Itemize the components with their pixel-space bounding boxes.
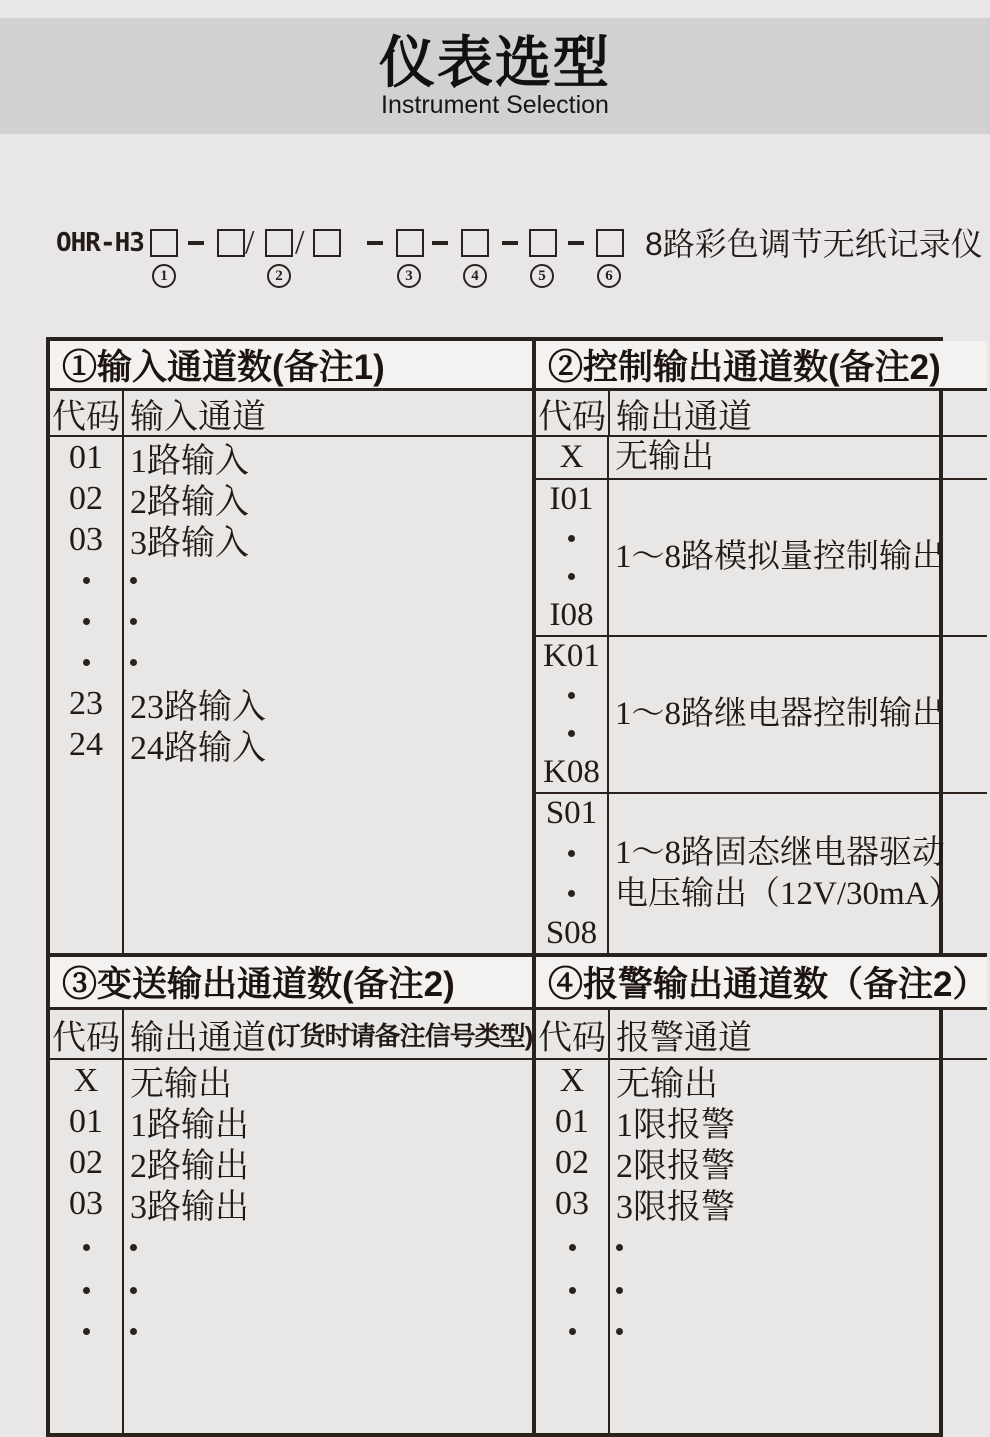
column-header-code: 代码 bbox=[536, 1010, 610, 1058]
section-header-retransmission-channels: ③变送输出通道数(备注2) bbox=[50, 957, 532, 1010]
desc-column bbox=[610, 1060, 987, 1433]
banner bbox=[0, 18, 990, 134]
code-column bbox=[536, 1060, 610, 1433]
dot-ellipsis bbox=[616, 1287, 623, 1294]
code-line: S08 bbox=[545, 914, 598, 951]
circled-number-2: 2 bbox=[267, 264, 291, 288]
desc-cell: 1路输出 bbox=[130, 1107, 249, 1144]
table-row bbox=[536, 437, 987, 480]
column-header-code: 代码 bbox=[50, 391, 124, 435]
code-line bbox=[536, 519, 607, 558]
alarm-table-body bbox=[536, 1060, 987, 1433]
table-row bbox=[536, 480, 987, 637]
code-cell: 01 bbox=[69, 1102, 103, 1140]
column-header-desc: 输出通道 bbox=[616, 398, 752, 435]
code-cell: 01 bbox=[555, 1102, 589, 1140]
code-cell: 03 bbox=[69, 1184, 103, 1222]
dot-ellipsis bbox=[130, 659, 137, 666]
code-cell: X bbox=[73, 1061, 99, 1099]
code-line bbox=[536, 834, 607, 874]
section-header-control-output-channels: ②控制输出通道数(备注2) bbox=[536, 341, 987, 391]
dot-ellipsis bbox=[568, 692, 575, 699]
desc-cell: 23路输入 bbox=[130, 689, 266, 726]
dot-ellipsis bbox=[130, 1244, 137, 1251]
input-channel-table-body bbox=[50, 437, 532, 957]
desc-cell: 24路输入 bbox=[130, 730, 266, 767]
code-cell: 02 bbox=[555, 1143, 589, 1181]
code-cell bbox=[536, 437, 609, 478]
section-header-alarm-output-channels: ④报警输出通道数（备注2） bbox=[536, 957, 987, 1010]
code-line: I01 bbox=[549, 480, 594, 517]
table-row bbox=[536, 794, 987, 953]
column-header-desc: 报警通道 bbox=[616, 1019, 752, 1057]
dash-separator bbox=[502, 241, 518, 245]
dot-ellipsis bbox=[83, 618, 90, 625]
table-row bbox=[536, 637, 987, 794]
code-cell: X bbox=[559, 1061, 585, 1099]
code-cell: 24 bbox=[69, 725, 103, 763]
dot-ellipsis bbox=[616, 1244, 623, 1251]
circled-number-4: 4 bbox=[463, 264, 487, 288]
dot-ellipsis bbox=[83, 577, 90, 584]
code-cell bbox=[536, 794, 609, 953]
circled-number-1: 1 bbox=[152, 264, 176, 288]
desc-cell bbox=[124, 1311, 532, 1352]
code-line: K08 bbox=[543, 754, 600, 791]
code-cell: 03 bbox=[69, 520, 103, 558]
code-line bbox=[536, 874, 607, 914]
dot-ellipsis bbox=[130, 577, 137, 584]
dot-ellipsis bbox=[83, 659, 90, 666]
column-header-desc bbox=[124, 1010, 532, 1058]
model-code-box bbox=[265, 229, 293, 257]
desc-cell: 3路输出 bbox=[130, 1189, 249, 1226]
dot-ellipsis bbox=[569, 1244, 576, 1251]
desc-cell bbox=[124, 642, 532, 683]
dash-separator bbox=[188, 241, 204, 245]
page-title: 仪表选型 bbox=[379, 30, 611, 94]
code-cell bbox=[536, 1270, 608, 1311]
code-cell bbox=[50, 1311, 122, 1352]
desc-cell bbox=[609, 480, 987, 635]
desc-cell bbox=[124, 560, 532, 601]
model-description: 8路彩色调节无纸记录仪 bbox=[645, 226, 983, 262]
dot-ellipsis bbox=[130, 1287, 137, 1294]
code-cell bbox=[50, 601, 122, 642]
code-line bbox=[536, 558, 607, 597]
code-line bbox=[536, 715, 607, 754]
desc-cell bbox=[609, 637, 987, 792]
desc-line: 电压输出（12V/30mA） bbox=[615, 875, 962, 912]
desc-cell: 3限报警 bbox=[616, 1189, 735, 1226]
code-cell bbox=[50, 1270, 122, 1311]
desc-cell bbox=[609, 437, 987, 478]
table-left-half bbox=[50, 341, 536, 1433]
desc-cell: 2路输入 bbox=[130, 484, 249, 521]
desc-line: 1～8路固态继电器驱动 bbox=[615, 834, 945, 871]
selection-table bbox=[46, 337, 988, 1437]
retransmission-table-body bbox=[50, 1060, 532, 1433]
code-column bbox=[50, 1060, 124, 1433]
slash-separator: / bbox=[245, 224, 255, 261]
code-column bbox=[50, 437, 124, 953]
dot-ellipsis bbox=[568, 890, 575, 897]
code-cell bbox=[536, 1224, 608, 1270]
column-header-code: 代码 bbox=[50, 1010, 124, 1058]
model-code-box bbox=[529, 229, 557, 257]
circled-number-3: 3 bbox=[397, 264, 421, 288]
dot-ellipsis bbox=[83, 1287, 90, 1294]
desc-line: 无输出 bbox=[615, 439, 714, 475]
code-line bbox=[536, 676, 607, 715]
code-cell: 03 bbox=[555, 1184, 589, 1222]
column-header-row bbox=[536, 391, 987, 437]
desc-cell: 1限报警 bbox=[616, 1107, 735, 1144]
dot-ellipsis bbox=[83, 1328, 90, 1335]
dot-ellipsis bbox=[83, 1244, 90, 1251]
column-header-row bbox=[536, 1010, 987, 1060]
code-line: X bbox=[559, 439, 584, 475]
slash-separator: / bbox=[295, 224, 305, 261]
column-header-row bbox=[50, 1010, 532, 1060]
code-cell bbox=[536, 480, 609, 635]
circled-number-5: 5 bbox=[530, 264, 554, 288]
dot-ellipsis bbox=[616, 1328, 623, 1335]
code-cell bbox=[50, 560, 122, 601]
circled-number-6: 6 bbox=[597, 264, 621, 288]
desc-cell bbox=[610, 1311, 987, 1352]
desc-column bbox=[124, 1060, 532, 1433]
column-header-row bbox=[50, 391, 532, 437]
code-line: I08 bbox=[549, 597, 594, 634]
model-code-box bbox=[150, 229, 178, 257]
dash-separator bbox=[367, 241, 383, 245]
model-code-box bbox=[313, 229, 341, 257]
code-cell: 02 bbox=[69, 479, 103, 517]
desc-cell bbox=[610, 1270, 987, 1311]
desc-cell: 1路输入 bbox=[130, 443, 249, 480]
dash-separator bbox=[432, 241, 448, 245]
column-header-code: 代码 bbox=[536, 391, 610, 435]
code-cell bbox=[536, 1311, 608, 1352]
model-prefix: OHR-H3 bbox=[56, 228, 144, 258]
model-code-box bbox=[596, 229, 624, 257]
desc-cell: 2路输出 bbox=[130, 1148, 249, 1185]
code-cell: 01 bbox=[69, 438, 103, 476]
dot-ellipsis bbox=[130, 1328, 137, 1335]
desc-line: 1～8路继电器控制输出 bbox=[615, 696, 945, 732]
column-header-desc-label: 输出通道 bbox=[130, 1019, 266, 1057]
dash-separator bbox=[568, 241, 584, 245]
dot-ellipsis bbox=[569, 1287, 576, 1294]
desc-cell: 无输出 bbox=[130, 1066, 232, 1103]
control-output-table-body bbox=[536, 437, 987, 957]
code-cell bbox=[536, 637, 609, 792]
code-cell: 02 bbox=[69, 1143, 103, 1181]
column-header-note: (订货时请备注信号类型) bbox=[267, 1020, 532, 1051]
desc-cell: 3路输入 bbox=[130, 525, 249, 562]
code-line: S01 bbox=[545, 795, 598, 832]
code-cell bbox=[50, 1224, 122, 1270]
desc-cell bbox=[124, 1224, 532, 1270]
dot-ellipsis bbox=[568, 850, 575, 857]
column-header-desc: 输入通道 bbox=[130, 398, 266, 435]
code-line: K01 bbox=[543, 637, 600, 674]
desc-cell: 2限报警 bbox=[616, 1148, 735, 1185]
page-subtitle: Instrument Selection bbox=[381, 90, 609, 119]
model-code-box bbox=[396, 229, 424, 257]
desc-cell bbox=[610, 1224, 987, 1270]
code-cell: 23 bbox=[69, 684, 103, 722]
section-header-input-channels: ①输入通道数(备注1) bbox=[50, 341, 532, 391]
model-code-box bbox=[461, 229, 489, 257]
dot-ellipsis bbox=[568, 730, 575, 737]
desc-line: 1～8路模拟量控制输出 bbox=[615, 539, 945, 575]
dot-ellipsis bbox=[568, 573, 575, 580]
table-right-half bbox=[536, 341, 987, 1433]
desc-cell bbox=[124, 601, 532, 642]
dot-ellipsis bbox=[569, 1328, 576, 1335]
desc-cell bbox=[124, 1270, 532, 1311]
model-code-box bbox=[217, 229, 245, 257]
code-cell bbox=[50, 642, 122, 683]
dot-ellipsis bbox=[130, 618, 137, 625]
dot-ellipsis bbox=[568, 535, 575, 542]
desc-cell: 无输出 bbox=[616, 1066, 718, 1103]
desc-column bbox=[124, 437, 532, 953]
desc-cell bbox=[609, 794, 987, 953]
